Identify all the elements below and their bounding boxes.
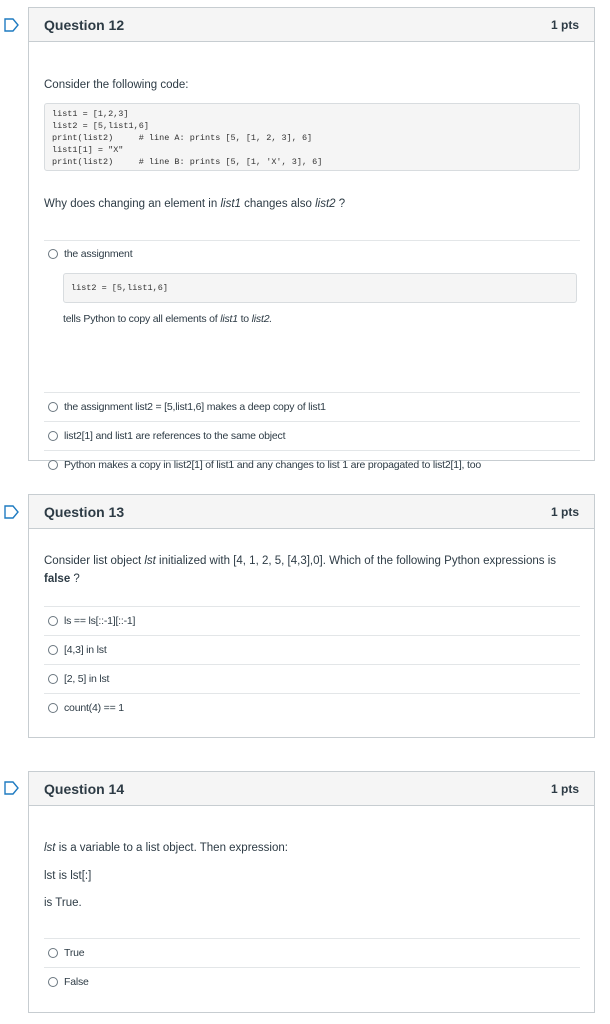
radio-button[interactable] — [48, 977, 58, 987]
question-points: 1 pts — [550, 781, 579, 796]
question-header — [29, 8, 594, 42]
answer-label: True — [64, 947, 85, 959]
answer-label: the assignment list2 = [5,list1,6] makes a deep copy of list1 — [64, 400, 326, 413]
question-title: Question 12 — [44, 16, 125, 33]
answer-label: [4,3] in lst — [64, 644, 107, 656]
question-prompt: lst is a variable to a list object. Then expression: — [44, 842, 288, 854]
answer-option[interactable] — [44, 967, 580, 996]
radio-button[interactable] — [48, 645, 58, 655]
answer-label: Python makes a copy in list2[1] of list1 and any changes to list 1 are propagated to list2[1], too — [64, 458, 481, 471]
question-14-card — [28, 771, 595, 1013]
radio-button[interactable] — [48, 703, 58, 713]
question-expression: lst is lst[:] — [44, 870, 92, 882]
question-13-card — [28, 494, 595, 738]
question-points: 1 pts — [550, 17, 579, 32]
bookmark-flag-icon[interactable] — [4, 781, 20, 795]
answer-label: the assignment — [64, 248, 133, 260]
answer-label: list2[1] and list1 are references to the same object — [64, 429, 286, 442]
bookmark-flag-icon[interactable] — [4, 18, 20, 32]
radio-button[interactable] — [48, 948, 58, 958]
radio-button[interactable] — [48, 460, 58, 470]
radio-button[interactable] — [48, 674, 58, 684]
answer-label: False — [64, 976, 89, 988]
answer-option[interactable] — [44, 938, 580, 967]
radio-button[interactable] — [48, 402, 58, 412]
radio-button[interactable] — [48, 249, 58, 259]
answer-option[interactable] — [44, 635, 580, 664]
question-title: Question 13 — [44, 503, 125, 520]
answer-label: ls == ls[::-1][::-1] — [64, 615, 136, 627]
answer-option[interactable] — [44, 421, 580, 449]
question-why: Why does changing an element in list1 changes also list2 ? — [44, 198, 346, 210]
answer-option[interactable] — [44, 392, 580, 420]
code-block: list1 = [1,2,3] list2 = [5,list1,6] print(list2) # line A: prints [5, [1, 2, 3], 6] list1[1] = "X" print(list2) # line B: prints [5, [1, 'X', 3], 6] — [44, 103, 580, 171]
question-12-card — [28, 7, 595, 471]
question-prompt: Consider the following code: — [44, 79, 189, 91]
radio-button[interactable] — [48, 431, 58, 441]
answer-note: tells Python to copy all elements of list1 to list2. — [63, 313, 273, 325]
answer-code-block: list2 = [5,list1,6] — [63, 273, 577, 303]
question-title: Question 14 — [44, 780, 125, 797]
answer-option[interactable] — [44, 693, 580, 722]
answer-label: [2, 5] in lst — [64, 673, 110, 685]
bookmark-flag-icon[interactable] — [4, 505, 20, 519]
answer-option[interactable] — [44, 664, 580, 693]
question-points: 1 pts — [550, 504, 579, 519]
radio-button[interactable] — [48, 616, 58, 626]
answer-option[interactable] — [44, 450, 580, 478]
answer-label: count(4) == 1 — [64, 702, 124, 714]
answer-option[interactable] — [44, 240, 580, 359]
question-prompt: Consider list object lst initialized with [4, 1, 2, 5, [4,3],0]. Which of the following Python expressions is false ? — [44, 555, 557, 585]
question-statement: is True. — [44, 897, 82, 909]
question-header — [29, 495, 594, 529]
answer-option[interactable] — [44, 606, 580, 635]
question-header — [29, 772, 594, 806]
